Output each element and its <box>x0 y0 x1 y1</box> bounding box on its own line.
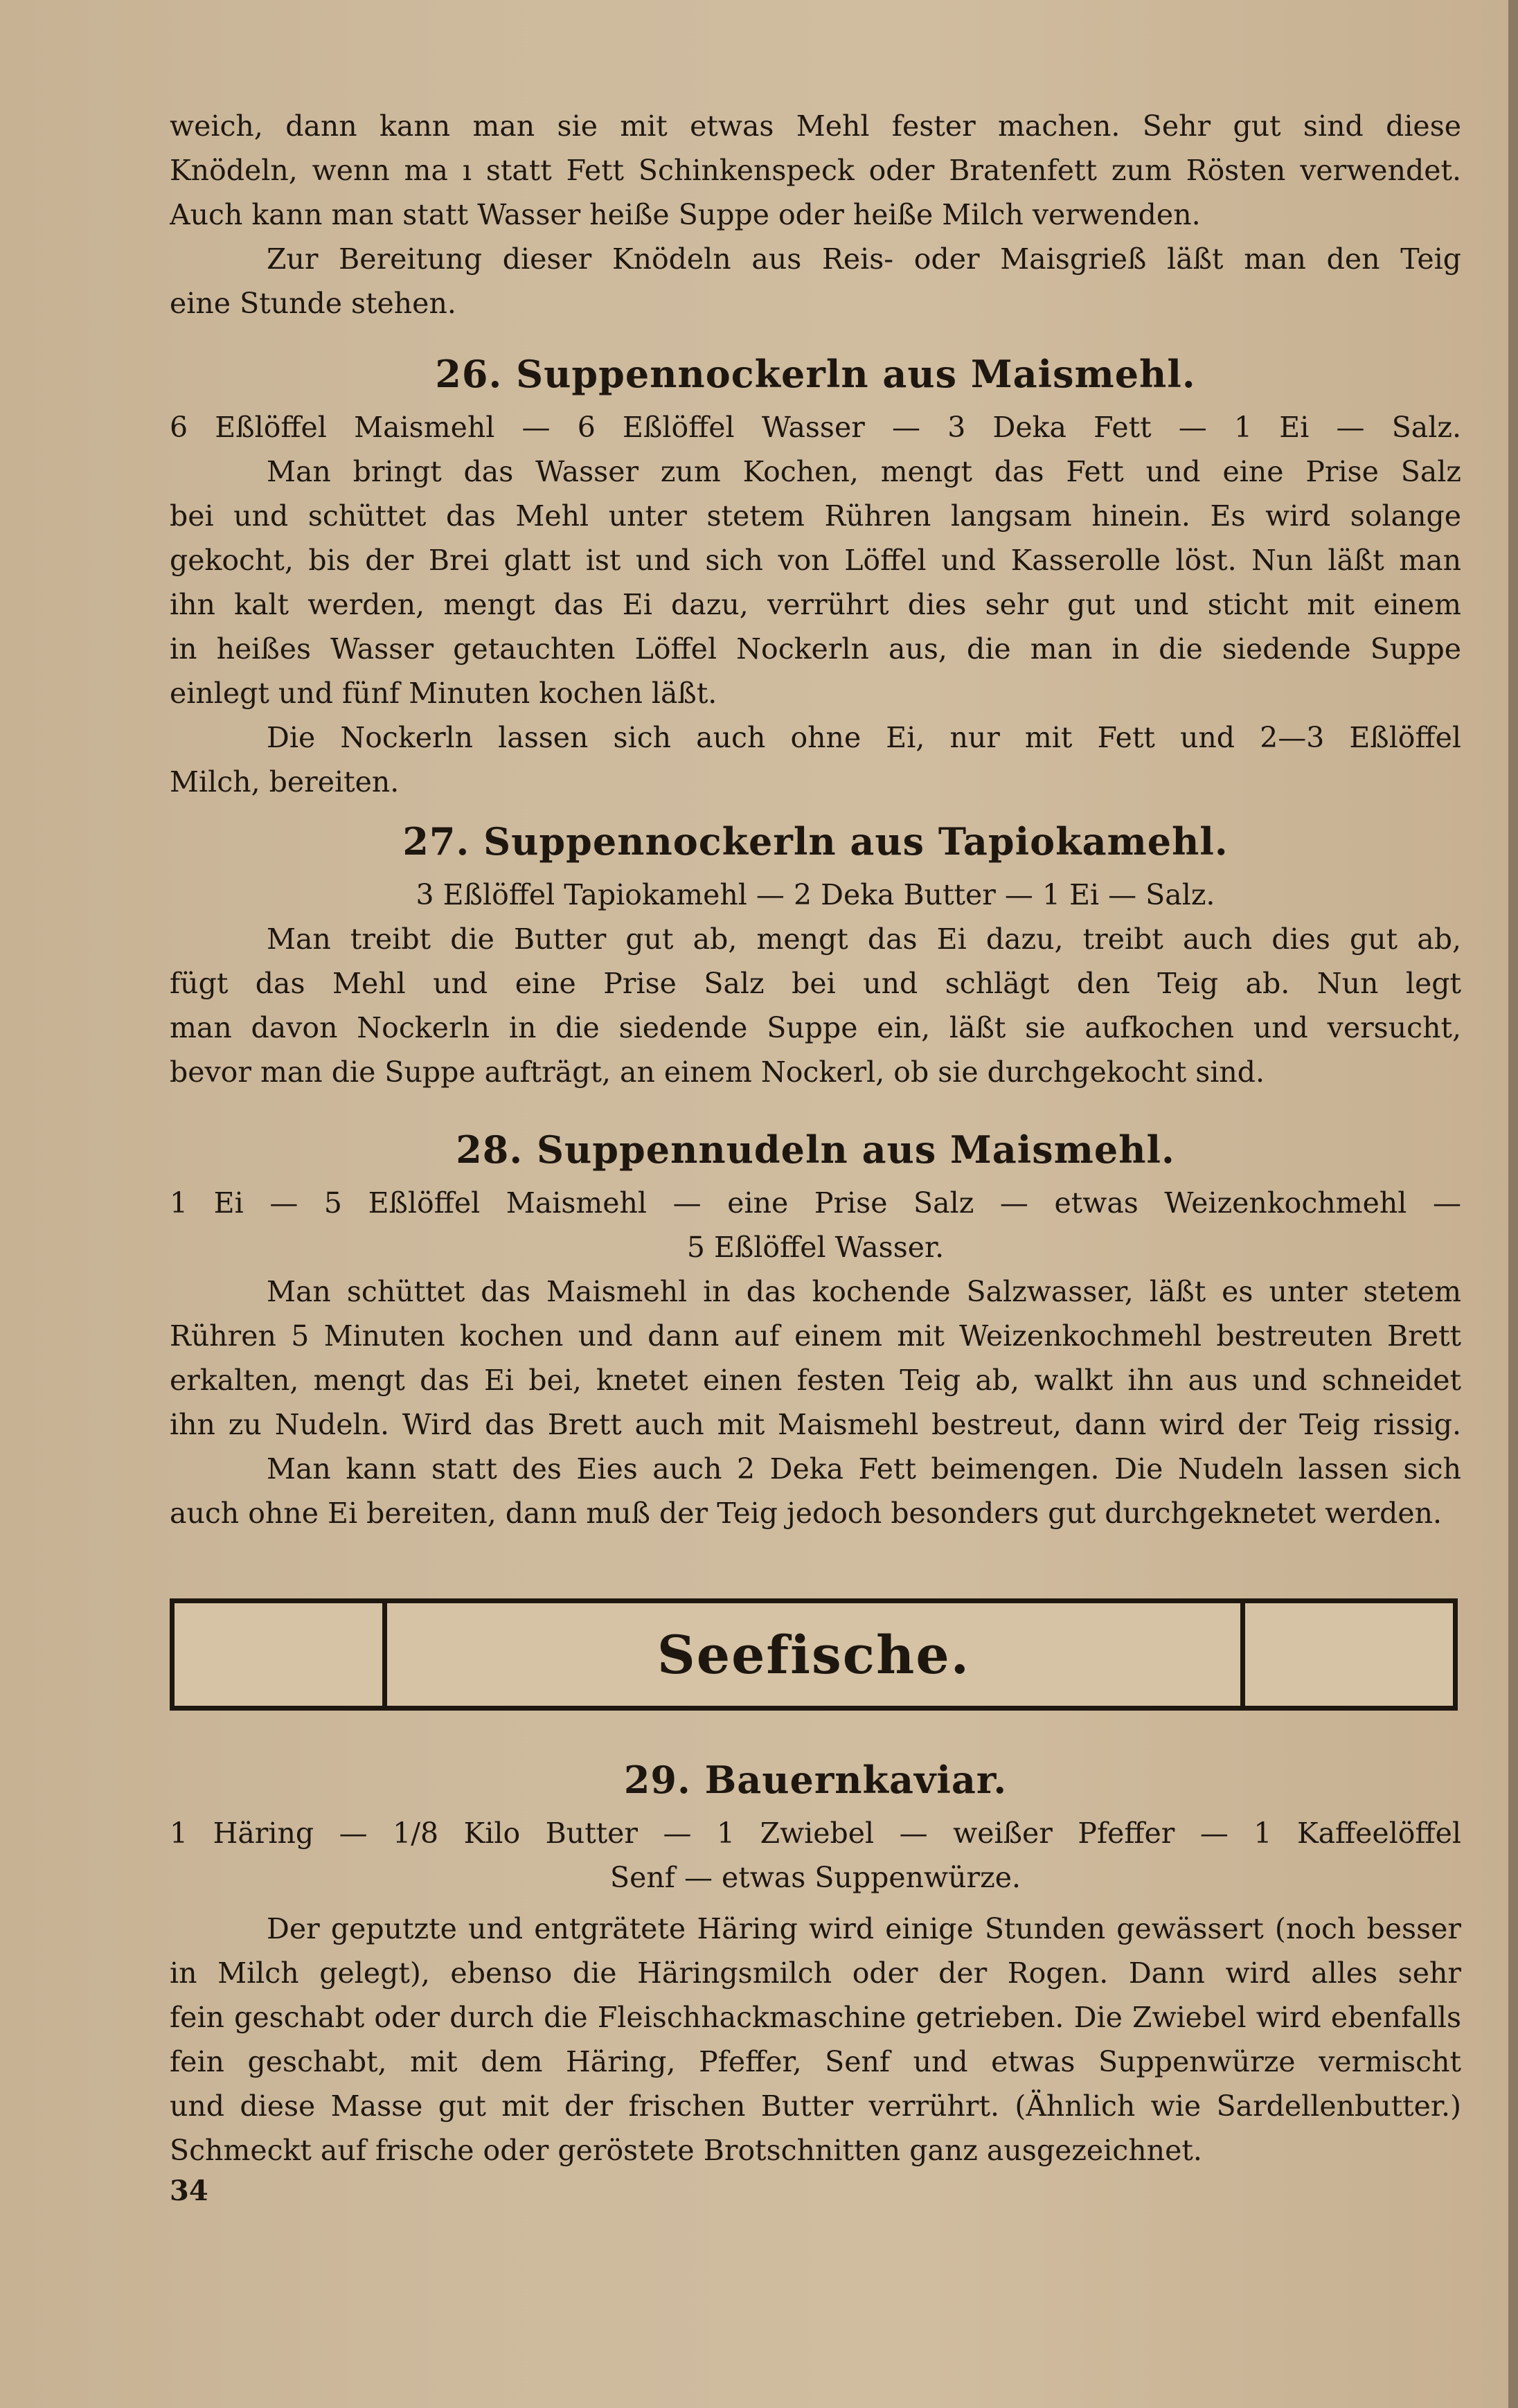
recipe-ingredients: Senf — etwas Suppenwürze. <box>610 1861 1021 1894</box>
recipe-line: ihn zu Nudeln. Wird das Brett auch mit Maismehl bestreut, dann wird der Teig rissig. <box>170 1408 1461 1441</box>
recipe-ingredients: 6 Eßlöffel Maismehl — 6 Eßlöffel Wasser — 3 Deka Fett — 1 Ei — Salz. <box>170 411 1461 444</box>
recipe-title: 29. Bauernkaviar. <box>623 1758 1008 1802</box>
recipe-line: fein geschabt oder durch die Fleischhackmaschine getrieben. Die Zwiebel wird ebenfalls <box>170 2001 1461 2034</box>
recipe-ingredients: 1 Ei — 5 Eßlöffel Maismehl — eine Prise Salz — etwas Weizenkochmehl — <box>170 1186 1461 1220</box>
intro-paragraph <box>170 104 1461 325</box>
recipe-line: auch ohne Ei bereiten, dann muß der Teig jedoch besonders gut durchgeknetet werden. <box>170 1497 1443 1530</box>
recipe-line: gekocht, bis der Brei glatt ist und sich von Löffel und Kasserolle löst. Nun läßt man <box>170 544 1461 577</box>
recipe-26 <box>170 343 1461 804</box>
recipe-line: Rühren 5 Minuten kochen und dann auf einem mit Weizenkochmehl bestreuten Brett <box>170 1319 1461 1353</box>
page-edge <box>1508 0 1518 2408</box>
recipe-line: Schmeckt auf frische oder geröstete Brotschnitten ganz ausgezeichnet. <box>170 2134 1202 2167</box>
intro-line: Zur Bereitung dieser Knödeln aus Reis- oder Maisgrieß läßt man den Teig <box>267 242 1461 276</box>
banner-divider <box>382 1603 387 1706</box>
recipe-ingredients: 1 Häring — 1/8 Kilo Butter — 1 Zwiebel — weißer Pfeffer — 1 Kaffeelöffel <box>170 1817 1461 1850</box>
recipe-line: bevor man die Suppe aufträgt, an einem Nockerl, ob sie durchgekocht sind. <box>170 1055 1265 1089</box>
intro-line: Knödeln, wenn ma ı statt Fett Schinkenspeck oder Bratenfett zum Rösten verwendet. <box>170 154 1461 187</box>
recipe-line: Man treibt die Butter gut ab, mengt das Ei dazu, treibt auch dies gut ab, <box>267 922 1461 956</box>
intro-line: eine Stunde stehen. <box>170 287 456 320</box>
recipe-line: Die Nockerln lassen sich auch ohne Ei, nur mit Fett und 2—3 Eßlöffel <box>267 721 1461 754</box>
recipe-line: und diese Masse gut mit der frischen Butter verrührt. (Ähnlich wie Sardellenbutter.) <box>170 2089 1461 2123</box>
section-banner <box>170 1598 1458 1711</box>
recipe-line: in heißes Wasser getauchten Löffel Nockerln aus, die man in die siedende Suppe <box>170 632 1461 666</box>
recipe-line: fügt das Mehl und eine Prise Salz bei und schlägt den Teig ab. Nun legt <box>170 967 1461 1000</box>
recipe-line: Milch, bereiten. <box>170 765 400 799</box>
recipe-title: 27. Suppennockerln aus Tapiokamehl. <box>402 819 1229 864</box>
recipe-title: 26. Suppennockerln aus Maismehl. <box>435 352 1196 396</box>
section-title: Seefische. <box>657 1623 971 1686</box>
recipe-28 <box>170 1118 1461 1535</box>
recipe-line: einlegt und fünf Minuten kochen läßt. <box>170 677 717 710</box>
recipe-line: Der geputzte und entgrätete Häring wird einige Stunden gewässert (noch besser <box>267 1912 1461 1945</box>
recipe-ingredients: 5 Eßlöffel Wasser. <box>686 1231 945 1264</box>
recipe-29 <box>170 1749 1461 2173</box>
recipe-line: Man schüttet das Maismehl in das kochende Salzwasser, läßt es unter stetem <box>267 1275 1461 1308</box>
page-number: 34 <box>170 2175 208 2207</box>
recipe-line: man davon Nockerln in die siedende Suppe ein, läßt sie aufkochen und versucht, <box>170 1011 1461 1044</box>
intro-line: weich, dann kann man sie mit etwas Mehl fester machen. Sehr gut sind diese <box>170 109 1461 143</box>
recipe-ingredients: 3 Eßlöffel Tapiokamehl — 2 Deka Butter — 1 Ei — Salz. <box>416 878 1215 911</box>
recipe-line: ihn kalt werden, mengt das Ei dazu, verrührt dies sehr gut und sticht mit einem <box>170 588 1461 621</box>
recipe-title: 28. Suppennudeln aus Maismehl. <box>456 1127 1175 1172</box>
recipe-line: erkalten, mengt das Ei bei, knetet einen festen Teig ab, walkt ihn aus und schneidet <box>170 1364 1461 1397</box>
recipe-line: Man kann statt des Eies auch 2 Deka Fett beimengen. Die Nudeln lassen sich <box>267 1452 1461 1486</box>
recipe-line: Man bringt das Wasser zum Kochen, mengt das Fett und eine Prise Salz <box>267 455 1461 488</box>
recipe-line: in Milch gelegt), ebenso die Häringsmilch oder der Rogen. Dann wird alles sehr <box>170 1956 1461 1990</box>
intro-line: Auch kann man statt Wasser heiße Suppe oder heiße Milch verwenden. <box>170 198 1201 231</box>
recipe-27 <box>170 810 1461 1094</box>
recipe-line: bei und schüttet das Mehl unter stetem Rühren langsam hinein. Es wird solange <box>170 499 1461 533</box>
banner-divider <box>1240 1603 1245 1706</box>
recipe-line: fein geschabt, mit dem Häring, Pfeffer, Senf und etwas Suppenwürze vermischt <box>170 2045 1461 2078</box>
